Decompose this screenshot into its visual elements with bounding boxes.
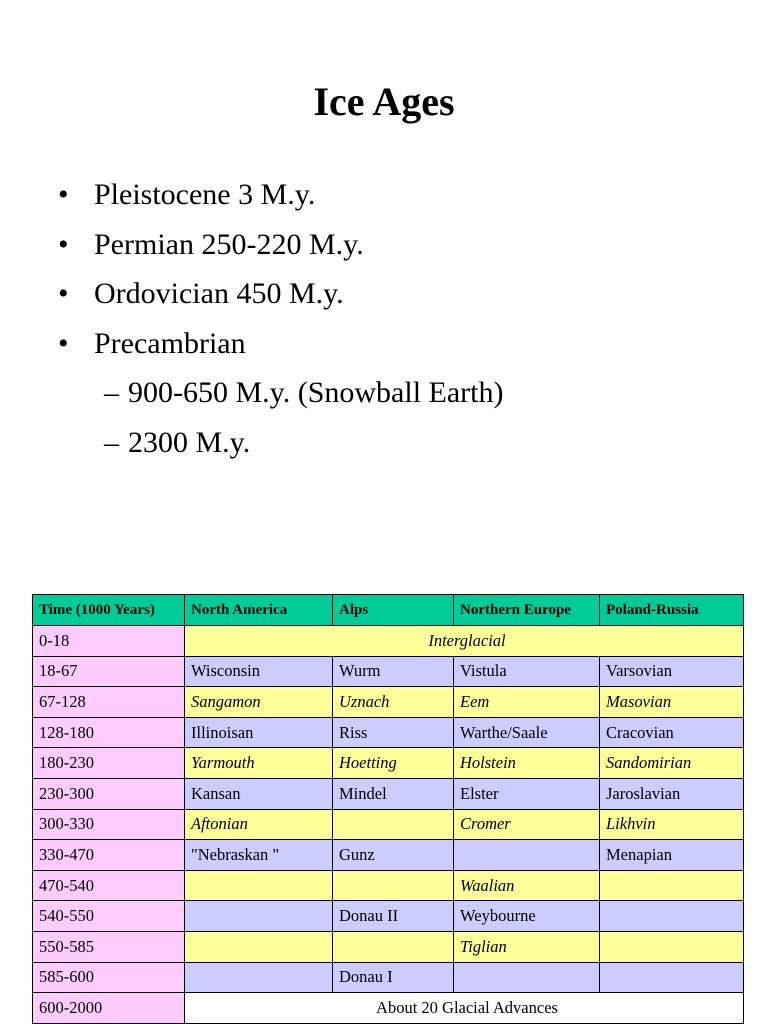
table-row (33, 809, 744, 840)
time-cell: 550-585 (33, 931, 185, 962)
stage-cell (185, 870, 333, 901)
bullet-dash-icon: – (104, 376, 119, 409)
table-row (33, 626, 744, 657)
table-row (33, 778, 744, 809)
column-header: Poland-Russia (600, 595, 744, 626)
time-cell: 128-180 (33, 717, 185, 748)
time-cell: 67-128 (33, 687, 185, 718)
stage-cell: Donau I (333, 962, 454, 993)
table-row (33, 901, 744, 932)
bullet-text: Permian 250-220 M.y. (94, 227, 364, 261)
stage-cell: Jaroslavian (600, 778, 744, 809)
stage-cell: Kansan (185, 778, 333, 809)
table-row (33, 840, 744, 871)
stage-cell: Mindel (333, 778, 454, 809)
bullet-list (58, 170, 504, 467)
stage-cell: Eem (454, 687, 600, 718)
bullet-text: Precambrian (94, 326, 246, 360)
table-row (33, 870, 744, 901)
time-cell: 300-330 (33, 809, 185, 840)
stage-cell: Holstein (454, 748, 600, 779)
bullet-item (58, 220, 504, 270)
stage-cell: Gunz (333, 840, 454, 871)
stage-cell (600, 901, 744, 932)
table-row (33, 931, 744, 962)
stage-cell: Hoetting (333, 748, 454, 779)
glacial-stages-table (32, 594, 744, 1024)
table-row (33, 993, 744, 1024)
stage-cell: Riss (333, 717, 454, 748)
bullet-text: 2300 M.y. (128, 425, 251, 459)
time-cell: 540-550 (33, 901, 185, 932)
table-row (33, 687, 744, 718)
spanning-cell: Interglacial (185, 626, 744, 657)
stage-cell: Illinoisan (185, 717, 333, 748)
time-cell: 470-540 (33, 870, 185, 901)
column-header: Alps (333, 595, 454, 626)
bullet-dot-icon: • (58, 326, 69, 360)
bullet-text: 900-650 M.y. (Snowball Earth) (128, 376, 504, 409)
bullet-dot-icon: • (58, 178, 69, 211)
slide-title: Ice Ages (313, 79, 455, 124)
stage-cell: Waalian (454, 870, 600, 901)
stage-cell: Tiglian (454, 931, 600, 962)
time-cell: 330-470 (33, 840, 185, 871)
spanning-cell: About 20 Glacial Advances (185, 993, 744, 1024)
table-row (33, 748, 744, 779)
time-cell: 600-2000 (33, 993, 185, 1024)
stage-cell: Aftonian (185, 809, 333, 840)
stage-cell (333, 931, 454, 962)
time-cell: 18-67 (33, 656, 185, 687)
column-header: Time (1000 Years) (33, 595, 185, 626)
time-cell: 0-18 (33, 626, 185, 657)
column-header: North America (185, 595, 333, 626)
stage-cell (600, 962, 744, 993)
stage-cell (185, 931, 333, 962)
time-cell: 180-230 (33, 748, 185, 779)
bullet-dot-icon: • (58, 227, 69, 261)
bullet-dash-icon: – (104, 425, 119, 459)
stage-cell: Weybourne (454, 901, 600, 932)
stage-cell: Uznach (333, 687, 454, 718)
stage-cell: Wisconsin (185, 656, 333, 687)
stage-cell: Cracovian (600, 717, 744, 748)
table-header-row (33, 595, 744, 626)
stage-cell: Masovian (600, 687, 744, 718)
stage-cell: Elster (454, 778, 600, 809)
bullet-dot-icon: • (58, 277, 69, 310)
stage-cell (600, 931, 744, 962)
sub-bullet-item (58, 368, 504, 418)
stage-cell: Menapian (600, 840, 744, 871)
stage-cell (333, 809, 454, 840)
time-cell: 585-600 (33, 962, 185, 993)
stage-cell (185, 962, 333, 993)
stage-cell (333, 870, 454, 901)
sub-bullet-item (58, 418, 504, 468)
stage-cell: Cromer (454, 809, 600, 840)
stage-cell: Varsovian (600, 656, 744, 687)
stage-cell: Vistula (454, 656, 600, 687)
bullet-item (58, 319, 504, 369)
bullet-text: Ordovician 450 M.y. (94, 277, 344, 310)
stage-cell (454, 962, 600, 993)
stage-cell: Sandomirian (600, 748, 744, 779)
stage-cell (185, 901, 333, 932)
bullet-text: Pleistocene 3 M.y. (94, 178, 316, 211)
table-row (33, 656, 744, 687)
time-cell: 230-300 (33, 778, 185, 809)
bullet-item (58, 269, 504, 319)
stage-cell: Likhvin (600, 809, 744, 840)
stage-cell: Sangamon (185, 687, 333, 718)
table-row (33, 717, 744, 748)
stage-cell: Warthe/Saale (454, 717, 600, 748)
stage-cell (454, 840, 600, 871)
column-header: Northern Europe (454, 595, 600, 626)
stage-cell: "Nebraskan " (185, 840, 333, 871)
stage-cell (600, 870, 744, 901)
bullet-item (58, 170, 504, 220)
table-row (33, 962, 744, 993)
stage-cell: Wurm (333, 656, 454, 687)
stage-cell: Donau II (333, 901, 454, 932)
stage-cell: Yarmouth (185, 748, 333, 779)
